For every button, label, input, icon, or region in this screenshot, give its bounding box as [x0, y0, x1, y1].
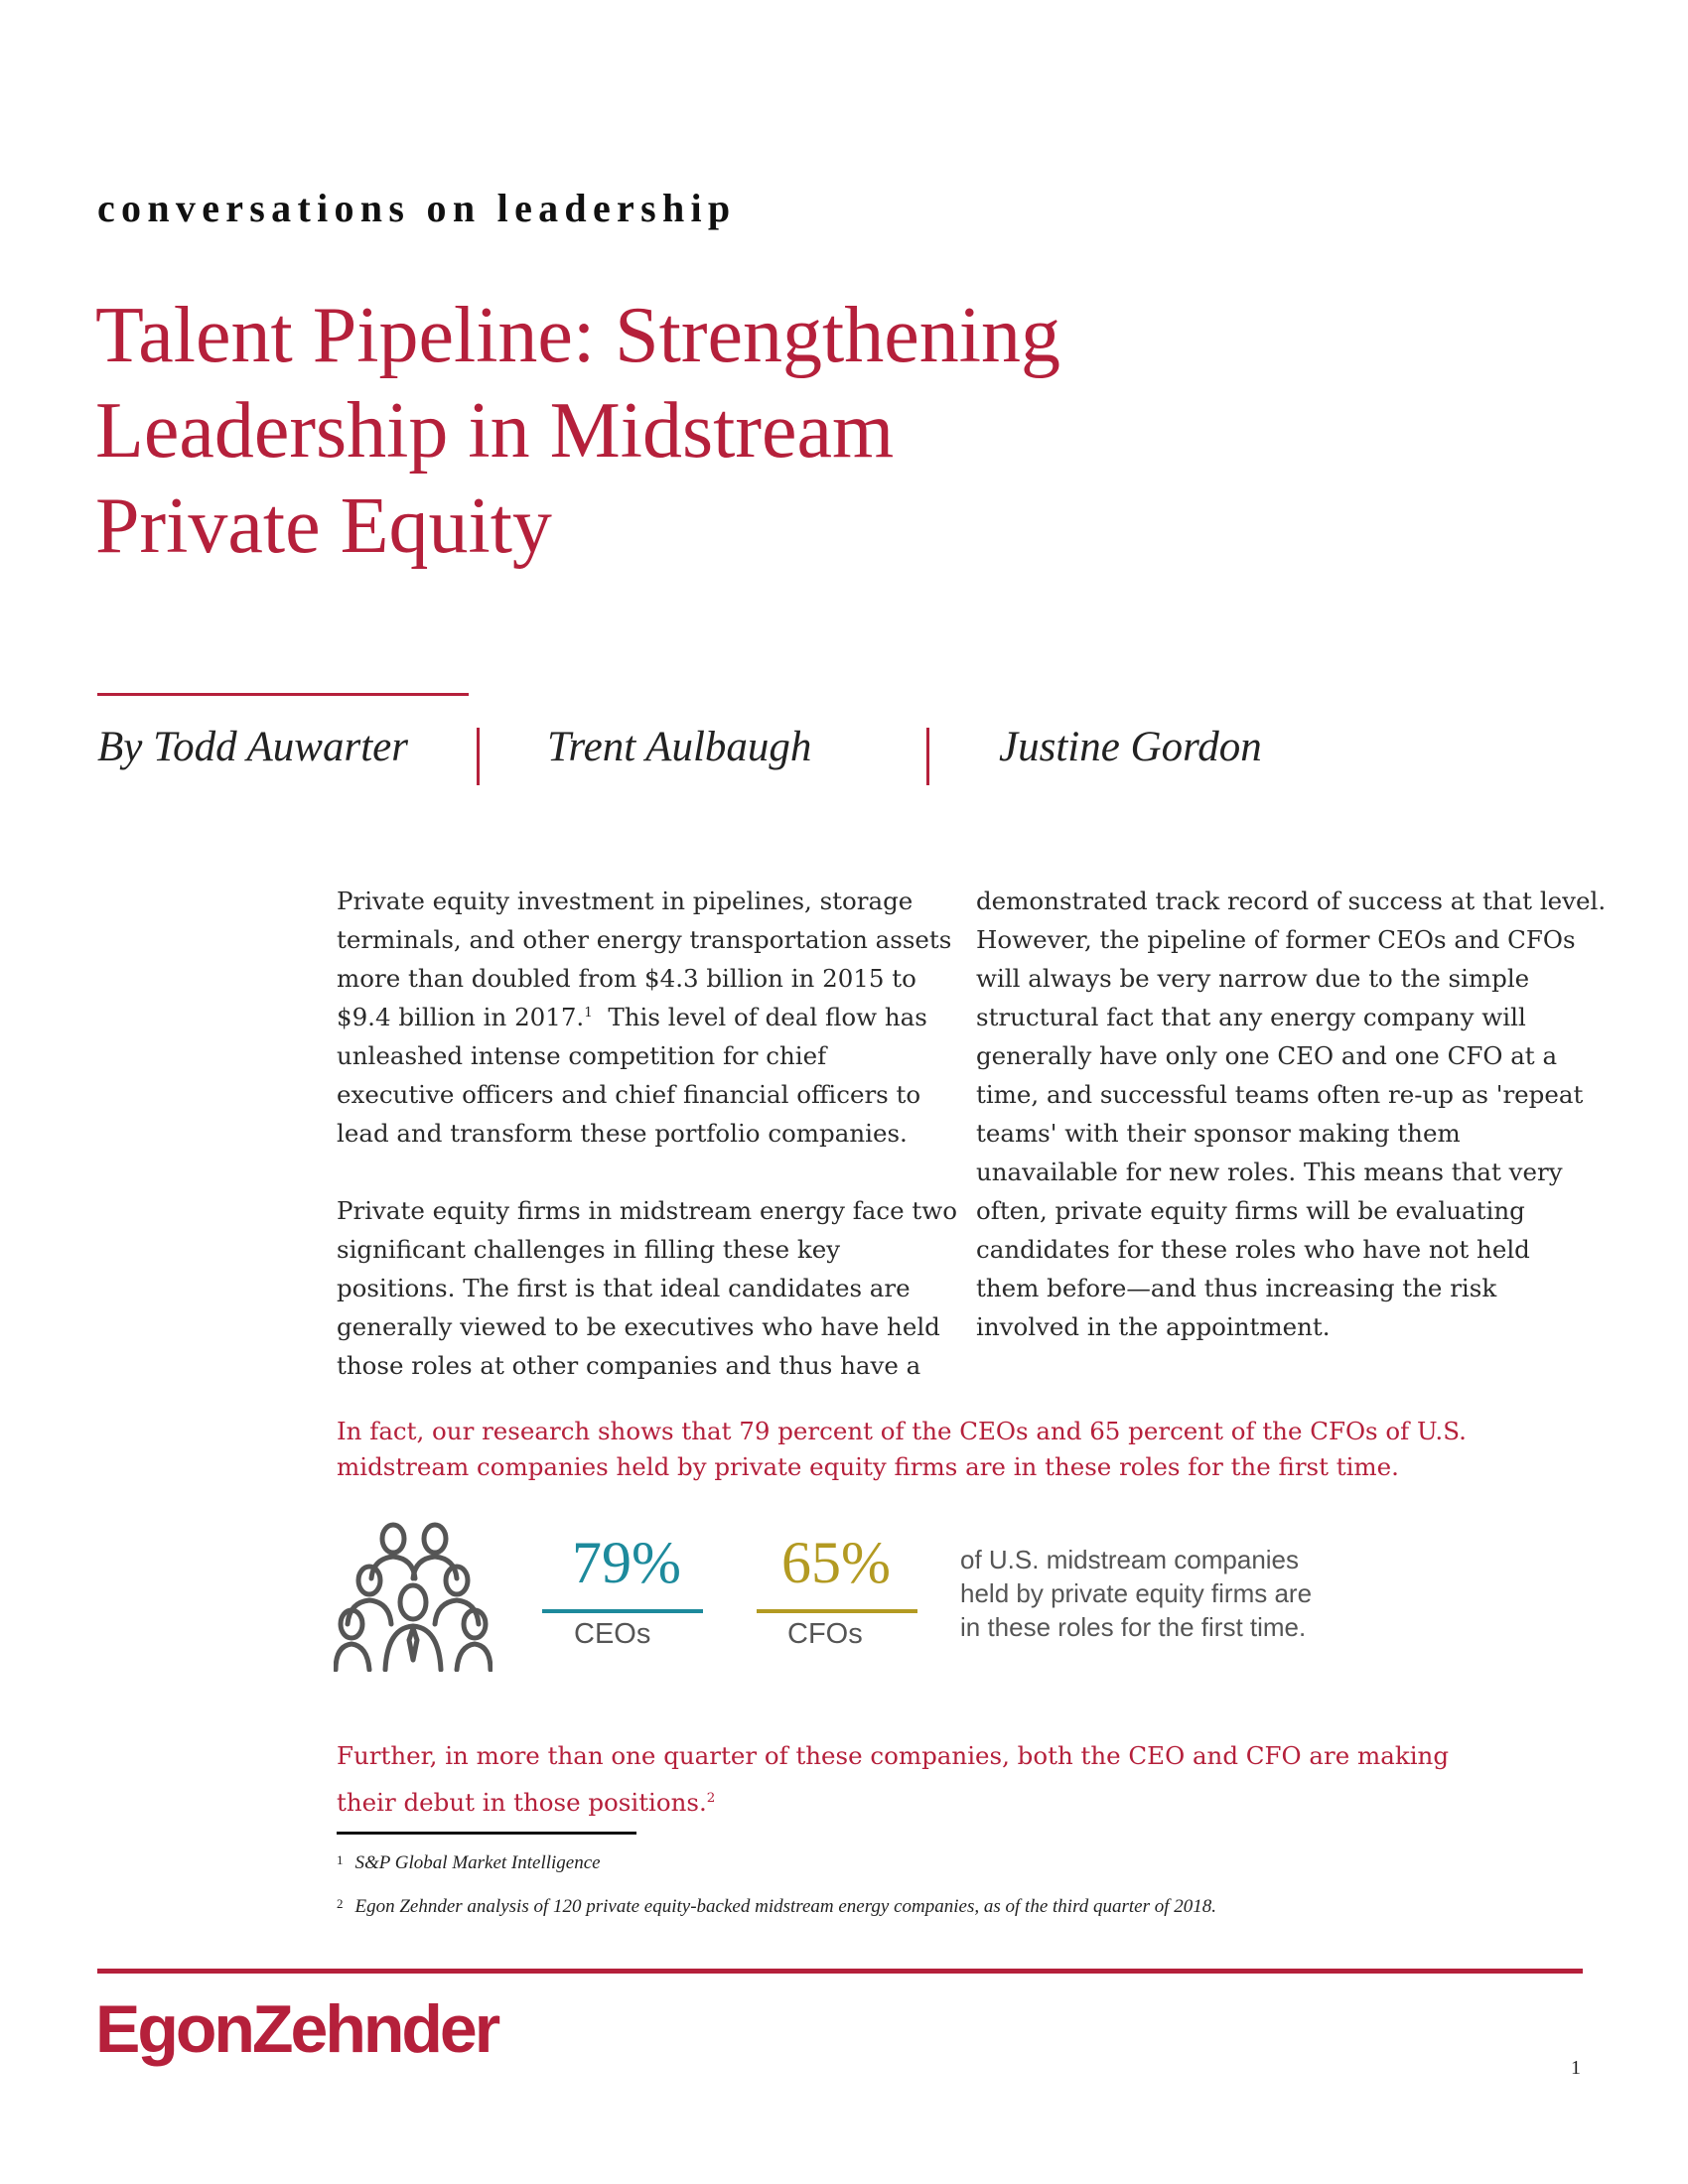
body-line: demonstrated track record of success at that level. — [976, 887, 1607, 915]
stat-cfo-label: CFOs — [787, 1618, 863, 1650]
body-line: those roles at other companies and thus have a — [337, 1351, 921, 1380]
paragraph-gap — [337, 1153, 952, 1191]
footnote-ref: 1 — [584, 1004, 593, 1021]
pull-quote — [337, 1732, 1469, 1826]
stat-description-line: held by private equity firms are — [960, 1578, 1313, 1608]
author-divider — [97, 693, 469, 696]
page-title — [95, 288, 1535, 574]
stat-ceo-value: 79% — [572, 1530, 681, 1595]
body-line: often, private equity firms will be evaluating — [976, 1196, 1525, 1225]
body-column-right — [976, 882, 1607, 1346]
pull-quote-line — [337, 1779, 1469, 1826]
body-line: positions. The first is that ideal candidates are — [337, 1274, 911, 1302]
body-line: unavailable for new roles. This means that very — [976, 1158, 1563, 1186]
people-group-icon — [334, 1513, 492, 1672]
pull-quote-text: their debut in those positions. — [337, 1788, 707, 1817]
stat-ceo-underline — [542, 1609, 703, 1613]
body-line: generally have only one CEO and one CFO at a — [976, 1041, 1558, 1070]
body-line: significant challenges in filling these key — [337, 1235, 841, 1264]
stat-description-line: in these roles for the first time. — [960, 1612, 1307, 1642]
body-line: teams' with their sponsor making them — [976, 1119, 1461, 1148]
footer-divider — [97, 1969, 1583, 1974]
footnote-divider — [337, 1832, 636, 1835]
body-line: generally viewed to be executives who have held — [337, 1312, 940, 1341]
footnote-number: 2 — [337, 1896, 344, 1911]
title-line: Leadership in Midstream — [95, 387, 895, 475]
footnote — [337, 1896, 1216, 1918]
body-line — [337, 998, 952, 1036]
body-line: However, the pipeline of former CEOs and CFOs — [976, 925, 1576, 954]
body-line: candidates for these roles who have not held — [976, 1235, 1530, 1264]
author-name: Justine Gordon — [999, 724, 1262, 770]
body-line: Private equity firms in midstream energy face two — [337, 1196, 957, 1225]
author-separator — [926, 728, 929, 785]
author-separator — [477, 728, 480, 785]
stat-description — [960, 1543, 1397, 1644]
footnote-text: Egon Zehnder analysis of 120 private equity-backed midstream energy companies, as of the third quarter of 2018. — [354, 1896, 1217, 1917]
author-name: Trent Aulbaugh — [547, 724, 812, 770]
body-line: Private equity investment in pipelines, storage — [337, 887, 914, 915]
page-number: 1 — [1571, 2057, 1581, 2079]
body-line: time, and successful teams often re-up as 'repeat — [976, 1080, 1584, 1109]
title-line: Talent Pipeline: Strengthening — [95, 292, 1060, 379]
pull-quote-line: In fact, our research shows that 79 percent of the CEOs and 65 percent of the CFOs of U.S. — [337, 1417, 1467, 1445]
body-line: them before—and thus increasing the risk — [976, 1274, 1497, 1302]
stat-cfo-underline — [757, 1609, 917, 1613]
body-line: will always be very narrow due to the simple — [976, 964, 1530, 993]
body-line: unleashed intense competition for chief — [337, 1041, 827, 1070]
pull-quote-line: midstream companies held by private equity firms are in these roles for the first time. — [337, 1452, 1399, 1481]
series-label: conversations on leadership — [97, 186, 737, 230]
pull-quote — [337, 1414, 1469, 1485]
body-text: $9.4 billion in 2017. — [337, 1003, 585, 1031]
body-line: terminals, and other energy transportation assets — [337, 925, 952, 954]
body-column-left — [337, 882, 957, 1385]
body-line: structural fact that any energy company will — [976, 1003, 1526, 1031]
stat-cfo-value: 65% — [781, 1530, 891, 1595]
body-line: more than doubled from $4.3 billion in 2015 to — [337, 964, 916, 993]
pull-quote-line: Further, in more than one quarter of these companies, both the CEO and CFO are making — [337, 1741, 1450, 1770]
body-text: This level of deal flow has — [592, 1003, 927, 1031]
footnote — [337, 1852, 601, 1874]
body-line: lead and transform these portfolio companies. — [337, 1119, 908, 1148]
footnote-ref: 2 — [706, 1789, 716, 1806]
title-line: Private Equity — [95, 482, 552, 570]
stat-ceo-label: CEOs — [574, 1618, 651, 1650]
egon-zehnder-logo: EgonZehnder — [95, 1991, 498, 2067]
footnote-text: S&P Global Market Intelligence — [354, 1852, 601, 1873]
stat-description-line: of U.S. midstream companies — [960, 1545, 1300, 1574]
author-name: By Todd Auwarter — [97, 724, 408, 770]
footnote-number: 1 — [337, 1852, 344, 1867]
body-line: involved in the appointment. — [976, 1312, 1331, 1341]
body-line: executive officers and chief financial officers to — [337, 1080, 921, 1109]
